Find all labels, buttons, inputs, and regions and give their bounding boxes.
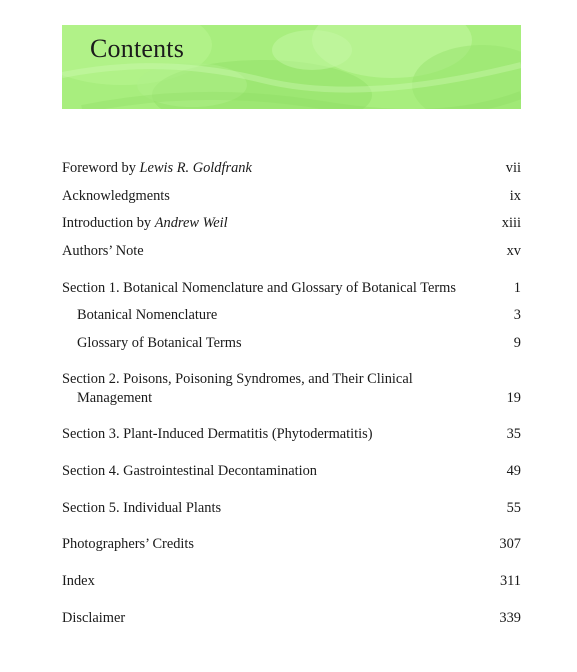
toc-entry-page-number: 35 (506, 426, 521, 442)
toc-entry-page-number: xiii (501, 215, 521, 231)
page-title: Contents (90, 34, 185, 63)
toc-entry-title: Index (62, 573, 95, 589)
toc-entry-page-number: xv (506, 243, 521, 259)
toc-entry-title: Glossary of Botanical Terms (77, 335, 242, 351)
toc-entry-title-continued: Management (77, 390, 153, 406)
toc-entry-page-number: ix (509, 188, 521, 204)
toc-entry-title: Section 5. Individual Plants (62, 500, 222, 516)
toc-entry-page-number: 311 (499, 573, 521, 589)
toc-entry-page-number: 339 (499, 610, 521, 626)
toc-entry-title: Botanical Nomenclature (77, 307, 218, 323)
toc-entry-title: Section 3. Plant-Induced Dermatitis (Phytodermatitis) (62, 426, 373, 442)
toc-entry-page-number: 55 (506, 500, 521, 516)
toc-entry-page-number: 19 (506, 390, 521, 406)
toc-entry-title: Acknowledgments (62, 188, 170, 204)
toc-entry-title: Disclaimer (62, 610, 126, 626)
toc-entry-page-number: vii (505, 160, 521, 176)
contents-banner (62, 25, 521, 109)
toc-entry-title: Section 2. Poisons, Poisoning Syndromes, and Their Clinical (62, 371, 413, 387)
toc-entry-page-number: 3 (513, 307, 521, 323)
toc-entry-page-number: 307 (499, 536, 521, 552)
toc-entry-page-number: 9 (513, 335, 521, 351)
toc-entry-page-number: 1 (513, 280, 521, 296)
toc-entry-title: Authors’ Note (62, 243, 144, 259)
toc-entry-title: Foreword by Lewis R. Goldfrank (62, 160, 252, 176)
toc-entry-title: Section 1. Botanical Nomenclature and Glossary of Botanical Terms (62, 280, 456, 296)
toc-entry-title: Section 4. Gastrointestinal Decontamination (62, 463, 317, 479)
toc-entry-page-number: 49 (506, 463, 521, 479)
toc-entry-title: Introduction by Andrew Weil (62, 215, 228, 231)
toc-entry-section-2[interactable] (62, 370, 521, 408)
toc-entry-title: Photographers’ Credits (62, 536, 195, 552)
